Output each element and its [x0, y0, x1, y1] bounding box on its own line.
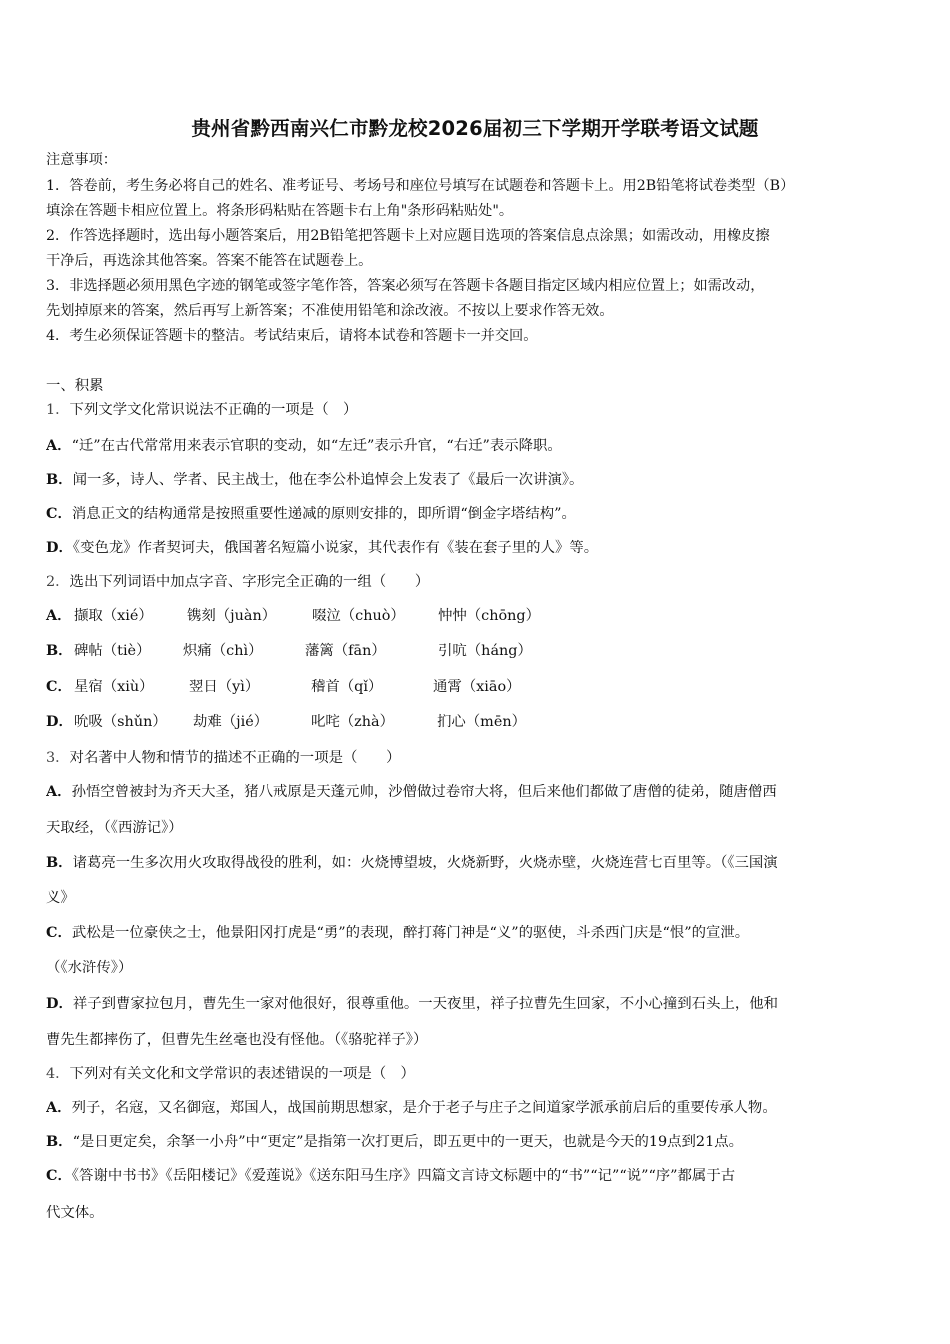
q3-option-d-cont: 曹先生都摔伤了，但曹先生丝毫也没有怪他。（《骆驼祥子》） — [46, 1032, 428, 1048]
question-number: 2． — [46, 574, 70, 590]
q4-option-c-cont: 代文体。 — [46, 1205, 104, 1221]
option-label: A． — [46, 437, 72, 454]
word-item: 炽痛（chì） — [183, 643, 263, 659]
q3-option-d — [46, 994, 908, 1014]
word-item: 撷取（xié） — [74, 608, 153, 624]
notice-line: 3．非选择题必须用黑色字迹的钢笔或签字笔作答，答案必须写在答题卡各题目指定区域内相应位置上；如需改动， — [46, 278, 765, 294]
question-number: 3． — [46, 750, 70, 766]
option-text: 列子，名寇，又名御寇，郑国人，战国前期思想家，是介于老子与庄子之间道家学派承前启后的重要传承人物。 — [71, 1100, 777, 1116]
question-text: 下列文学文化常识说法不正确的一项是（ ） — [69, 402, 358, 418]
word-item: 稽首（qǐ） — [311, 679, 383, 695]
option-text: 《答谢中书书》《岳阳楼记》《爱莲说》《送东阳马生序》四篇文言诗文标题中的“书”“记”“说”“序”都属于古 — [71, 1168, 736, 1184]
page-title: 贵州省黔西南兴仁市黔龙校2026届初三下学期开学联考语文试题 — [191, 117, 759, 140]
question-2-stem — [46, 572, 908, 592]
option-label: B． — [46, 642, 73, 659]
option-label: D． — [46, 539, 73, 556]
option-text: 孙悟空曾被封为齐天大圣，猪八戒原是天蓬元帅，沙僧做过卷帘大将，但后来他们都做了唐僧的徒弟，随唐僧西 — [71, 784, 777, 800]
option-label: C． — [46, 1167, 72, 1184]
word-item: 通霄（xiāo） — [433, 679, 521, 695]
option-text: 《变色龙》作者契诃夫，俄国著名短篇小说家，其代表作有《装在套子里的人》等。 — [72, 540, 599, 556]
notice-line: 干净后，再选涂其他答案。答案不能答在试题卷上。 — [46, 253, 373, 269]
option-text: “是日更定矣，余拏一小舟”中“更定”是指第一次打更后，即五更中的一更天，也就是今天的19点到21点。 — [72, 1134, 744, 1150]
option-label: B． — [46, 471, 73, 488]
notice-line: 2．作答选择题时，选出每小题答案后，用2B铅笔把答题卡上对应题目选项的答案信息点涂黑；如需改动，用橡皮擦 — [46, 228, 770, 244]
notice-line: 1．答卷前，考生务必将自己的姓名、准考证号、考场号和座位号填写在试题卷和答题卡上。用2B铅笔将试卷类型（B） — [46, 178, 795, 194]
q3-option-b — [46, 853, 908, 873]
word-item: 劫难（jié） — [193, 714, 269, 730]
option-text: 诸葛亮一生多次用火攻取得战役的胜利，如：火烧博望坡，火烧新野，火烧赤壁，火烧连营七百里等。（《三国演 — [72, 855, 778, 871]
option-label: B． — [46, 854, 73, 871]
q1-option-c — [46, 504, 908, 524]
question-3-stem — [46, 748, 908, 768]
option-text: 祥子到曹家拉包月，曹先生一家对他很好，很尊重他。一天夜里，祥子拉曹先生回家，不小心撞到石头上，他和 — [72, 996, 779, 1012]
option-label: C． — [46, 924, 72, 941]
q1-option-a — [46, 436, 908, 456]
option-text: “迁”在古代常常用来表示官职的变动，如“左迁”表示升官，“右迁”表示降职。 — [71, 438, 562, 454]
q3-option-a-cont: 天取经，（《西游记》） — [46, 820, 183, 836]
question-text: 对名著中人物和情节的描述不正确的一项是（ ） — [69, 750, 401, 766]
word-item: 叱咤（zhà） — [311, 714, 394, 730]
word-item: 镌刻（juàn） — [187, 608, 277, 624]
option-label: A． — [46, 1099, 72, 1116]
word-item: 藩篱（fān） — [305, 643, 386, 659]
word-item: 翌日（yì） — [189, 679, 260, 695]
option-label: D． — [46, 995, 73, 1012]
option-label: B． — [46, 1133, 73, 1150]
question-text: 选出下列词语中加点字音、字形完全正确的一组（ ） — [69, 574, 430, 590]
word-item: 扪心（mēn） — [437, 714, 526, 730]
word-item: 星宿（xiù） — [74, 679, 154, 695]
option-text: 闻一多，诗人、学者、民主战士，他在李公朴追悼会上发表了《最后一次讲演》。 — [72, 472, 584, 488]
option-label: C． — [46, 505, 72, 522]
q3-option-c — [46, 923, 908, 943]
question-number: 4． — [46, 1066, 70, 1082]
section-heading: 一、积累 — [46, 378, 104, 394]
option-label: A． — [46, 607, 72, 624]
word-item: 啜泣（chuò） — [312, 608, 405, 624]
question-4-stem — [46, 1064, 908, 1084]
word-item: 忡忡（chōng） — [438, 608, 541, 624]
q4-option-a — [46, 1098, 908, 1118]
word-item: 引吭（háng） — [438, 643, 532, 659]
word-item: 吮吸（shǔn） — [74, 714, 167, 730]
q4-option-c — [46, 1166, 908, 1186]
q3-option-a — [46, 782, 908, 802]
notice-heading: 注意事项： — [46, 152, 117, 168]
option-label: A． — [46, 783, 72, 800]
option-label: D． — [46, 713, 73, 730]
question-1-stem — [46, 400, 908, 420]
question-number: 1． — [46, 402, 70, 418]
option-text: 消息正文的结构通常是按照重要性递减的原则安排的，即所谓“倒金字塔结构”。 — [71, 506, 576, 522]
q3-option-b-cont: 义》 — [46, 890, 75, 906]
q4-option-b — [46, 1132, 908, 1152]
q1-option-b — [46, 470, 908, 490]
notice-line: 先划掉原来的答案，然后再写上新答案；不准使用铅笔和涂改液。不按以上要求作答无效。 — [46, 303, 614, 319]
question-text: 下列对有关文化和文学常识的表述错误的一项是（ ） — [69, 1066, 415, 1082]
option-text: 武松是一位豪侠之士，他景阳冈打虎是“勇”的表现，醉打蒋门神是“义”的驱使，斗杀西门庆是“恨”的宣泄。 — [71, 925, 750, 941]
q1-option-d — [46, 538, 908, 558]
word-item: 碑帖（tiè） — [74, 643, 151, 659]
notice-line: 4．考生必须保证答题卡的整洁。考试结束后，请将本试卷和答题卡一并交回。 — [46, 328, 538, 344]
q3-option-c-cont: （《水浒传》） — [46, 960, 133, 976]
option-label: C． — [46, 678, 72, 695]
notice-line: 填涂在答题卡相应位置上。将条形码粘贴在答题卡右上角"条形码粘贴处"。 — [46, 203, 514, 219]
